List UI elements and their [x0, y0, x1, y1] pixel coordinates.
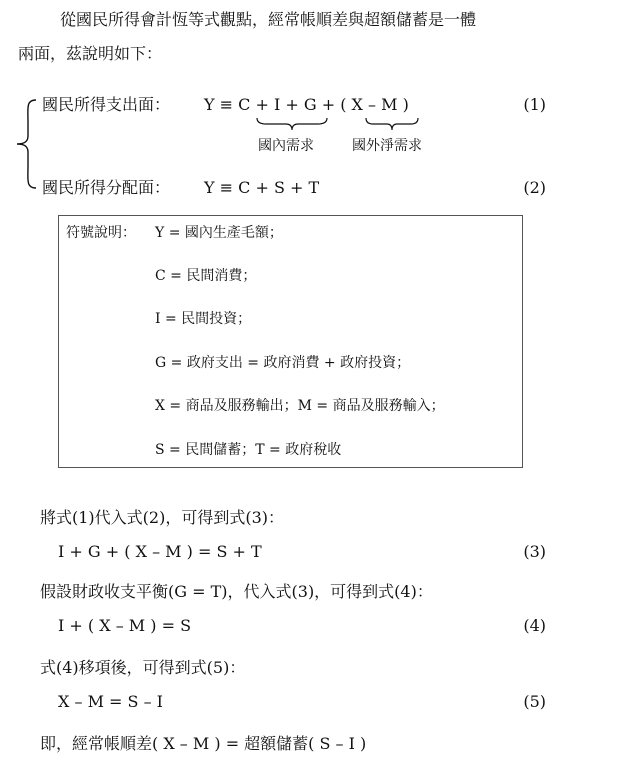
equation-number-2: (2)	[523, 178, 546, 197]
legend-c: C = 民間消費；	[155, 268, 257, 284]
equation-number-1: (1)	[523, 95, 546, 114]
expenditure-formula: Y ≡ C + I + G + ( X – M )	[204, 95, 409, 114]
distribution-formula: Y ≡ C + S + T	[204, 178, 320, 197]
derivation-step-2: 假設財政收支平衡(G = T)，代入式(3)，可得到式(4)：	[40, 582, 433, 601]
net-foreign-demand-brace-icon	[365, 116, 419, 132]
distribution-label: 國民所得分配面：	[42, 178, 171, 197]
legend-x-m: X = 商品及服務輸出；M = 商品及服務輸入；	[155, 398, 445, 414]
legend-s-t: S = 民間儲蓄；T = 政府稅收	[155, 442, 342, 458]
legend-i: I = 民間投資；	[155, 311, 252, 327]
left-brace-icon	[14, 98, 38, 190]
domestic-demand-brace-icon	[256, 116, 328, 132]
domestic-demand-label: 國內需求	[258, 138, 314, 154]
intro-line-1: 從國民所得會計恆等式觀點，經常帳順差與超額儲蓄是一體	[60, 10, 477, 29]
legend-g: G = 政府支出 = 政府消費 + 政府投資；	[155, 355, 411, 371]
net-foreign-demand-label: 國外淨需求	[352, 138, 422, 154]
equation-number-5: (5)	[523, 692, 546, 711]
equation-number-3: (3)	[523, 542, 546, 561]
equation-3: I + G + ( X – M ) = S + T	[58, 542, 262, 561]
legend-title: 符號說明：	[66, 225, 136, 241]
conclusion: 即，經常帳順差( X – M ) = 超額儲蓄( S – I )	[40, 734, 367, 753]
derivation-step-1: 將式(1)代入式(2)，可得到式(3)：	[40, 508, 284, 527]
equation-number-4: (4)	[523, 616, 546, 635]
equation-5: X – M = S – I	[58, 692, 163, 711]
expenditure-label: 國民所得支出面：	[42, 95, 171, 114]
intro-line-2: 兩面，茲說明如下：	[18, 44, 163, 63]
equation-4: I + ( X – M ) = S	[58, 616, 192, 635]
symbol-legend-box	[58, 215, 523, 468]
legend-y: Y = 國內生產毛額；	[155, 225, 283, 241]
derivation-step-3: 式(4)移項後，可得到式(5)：	[40, 658, 246, 677]
